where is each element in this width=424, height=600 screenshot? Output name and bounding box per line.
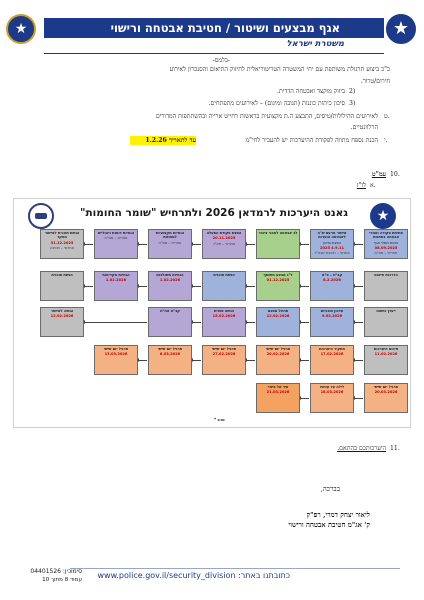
gantt-task-cell bbox=[94, 345, 138, 375]
gantt-task-date: 21.03.2026 bbox=[266, 390, 290, 395]
gantt-connector-arrow bbox=[247, 244, 255, 245]
gantt-task-date: 12.02.2026 bbox=[266, 314, 290, 319]
gantt-task-date: 12.02.2026 bbox=[50, 314, 74, 319]
signature-name: ליאור יצחק דמרי, רפ"ק bbox=[306, 511, 370, 519]
gantt-connector-arrow bbox=[139, 244, 147, 245]
body-line: חירום/טרור. bbox=[360, 78, 390, 85]
gantt-connector-arrow bbox=[355, 398, 363, 399]
gantt-task-owner: אחראי – חא"ר bbox=[212, 241, 236, 246]
gantt-task-title: הגשת תוכנית bbox=[51, 273, 73, 277]
gantt-task-cell bbox=[94, 229, 138, 259]
gantt-connector-arrow bbox=[139, 286, 147, 287]
footer-reference: סימוכין: 04401526 bbox=[30, 568, 82, 575]
gantt-task-title: תחקיר היערכות bbox=[319, 347, 345, 351]
gantt-poster bbox=[13, 198, 411, 428]
police-emblem-logo: ★ bbox=[6, 14, 36, 44]
gantt-task-date: 08.09.2025 bbox=[374, 245, 398, 250]
gantt-task-cell bbox=[256, 307, 300, 337]
gantt-task-cell bbox=[256, 271, 300, 301]
poster-note: * סווג bbox=[214, 417, 225, 422]
gantt-task-title: לילה עד עכשיו bbox=[319, 385, 345, 389]
gantt-task-title: הנחיות מקצועיות למחוזות bbox=[155, 231, 185, 240]
list-number: ט. bbox=[384, 113, 390, 120]
poster-emblem-icon bbox=[28, 203, 54, 229]
gantt-task-title: לב אבטחה למבני ציבור bbox=[258, 231, 298, 235]
gantt-connector-arrow bbox=[301, 322, 309, 323]
gantt-task-cell bbox=[364, 383, 408, 413]
gantt-connector-arrow bbox=[247, 286, 255, 287]
gantt-task-cell bbox=[202, 307, 246, 337]
gantt-task-cell bbox=[364, 345, 408, 375]
gantt-task-cell bbox=[202, 345, 246, 375]
poster-police-icon bbox=[370, 203, 396, 229]
header-divider bbox=[44, 53, 384, 54]
section-number: 11. bbox=[390, 445, 400, 452]
gantt-task-title: הפצת פקודת הפעלה bbox=[206, 231, 242, 235]
gantt-connector-arrow bbox=[247, 360, 255, 361]
gantt-task-cell bbox=[310, 229, 354, 259]
list-item: לז"ז bbox=[356, 182, 366, 189]
gantt-task-date: 20.03.2026 bbox=[374, 390, 398, 395]
list-number: א. bbox=[370, 182, 376, 189]
gantt-connector-arrow bbox=[193, 286, 201, 287]
gantt-task-owner: אחראי – חטיבת אבט"ר bbox=[314, 251, 350, 256]
gantt-task-date: 15.02.2026 bbox=[212, 314, 236, 319]
gantt-task-title: סיכום היערכות bbox=[373, 347, 399, 351]
gantt-task-title: הגשה סופית bbox=[213, 309, 235, 313]
gantt-task-title: עיד אל פיטר bbox=[267, 385, 289, 389]
gantt-task-cell bbox=[202, 229, 246, 259]
gantt-task-cell bbox=[310, 271, 354, 301]
gantt-task-title: תרגיל יום שישי bbox=[211, 347, 237, 351]
gantt-task-title: תרגיל יום שישי bbox=[157, 347, 183, 351]
signature-greeting: בברכה, bbox=[320, 485, 340, 493]
list-item: סיכון כיתות כוננות (תגובה ומיגום) – לאירועים מתפתחים. bbox=[208, 100, 345, 107]
gantt-connector-arrow bbox=[301, 244, 309, 245]
footer-page-number: עמוד 8 מתוך 10 bbox=[42, 577, 82, 583]
gantt-connector-arrow bbox=[193, 244, 201, 245]
gantt-connector-arrow bbox=[301, 398, 309, 399]
list-number: י. bbox=[384, 137, 388, 144]
gantt-task-date: 9.02.2026 bbox=[321, 314, 343, 319]
gantt-task-cell bbox=[256, 345, 300, 375]
gantt-task-date: 13.03.2026 bbox=[104, 352, 128, 357]
signature-role: ק' אג"מ חטיבת אבטחה ורישוי bbox=[288, 521, 370, 529]
gantt-connector-arrow bbox=[193, 322, 201, 323]
gantt-task-cell bbox=[148, 345, 192, 375]
gantt-task-cell bbox=[40, 271, 84, 301]
gantt-task-cell bbox=[94, 271, 138, 301]
gantt-task-cell bbox=[364, 271, 408, 301]
gantt-task-cell bbox=[310, 383, 354, 413]
gantt-task-cell bbox=[148, 307, 192, 337]
gantt-task-cell bbox=[202, 271, 246, 301]
gantt-connector-arrow bbox=[85, 244, 93, 245]
gantt-task-detail: הפצת עדכון bbox=[322, 240, 342, 245]
gantt-task-date: 18.03.2026 bbox=[320, 390, 344, 395]
gantt-task-detail: הזאת ממלי אגף bbox=[373, 240, 399, 245]
list-item: הכנת נספח מתווה לפקודת ההיערכות יש להעביר לחי"מ bbox=[245, 137, 378, 144]
page-subtitle: משטרת ישראל bbox=[286, 39, 344, 49]
gantt-task-cell bbox=[364, 307, 408, 337]
section-number: 10. bbox=[390, 171, 400, 178]
gantt-task-date: 27.02.2026 bbox=[212, 352, 236, 357]
list-item: ביזוק מוקצד ואבטחה הדדית. bbox=[276, 88, 345, 95]
security-division-logo: ★ bbox=[386, 14, 416, 44]
gantt-task-owner: אחראי – מא"ח bbox=[374, 251, 398, 256]
gantt-task-title: הדרכות תיאום bbox=[374, 273, 398, 277]
gantt-connector-arrow bbox=[355, 360, 363, 361]
gantt-task-date: 8.2.2026 bbox=[323, 278, 341, 283]
gantt-task-date: 31.12.2025 bbox=[50, 240, 74, 245]
gantt-task-title: עדכון תוכניות bbox=[320, 309, 344, 313]
gantt-task-title: ייעוץ בשטח bbox=[376, 309, 396, 313]
gantt-connector-arrow bbox=[301, 360, 309, 361]
gantt-task-owner: אחראי – מא"ח bbox=[104, 236, 128, 241]
gantt-task-title: תרגיל יום שישי bbox=[373, 385, 399, 389]
gantt-connector-arrow bbox=[301, 286, 309, 287]
gantt-task-date: 20.11.2025 bbox=[212, 236, 236, 241]
list-item: הרלוונטיים. bbox=[350, 124, 378, 131]
gantt-task-title: פתיחת פקודה ואמרי אבטחה בתחנות bbox=[369, 231, 403, 240]
gantt-task-cell bbox=[310, 307, 354, 337]
gantt-task-title: קב"ט – פ"א bbox=[321, 273, 343, 277]
gantt-task-title: הגשה לאישור bbox=[50, 309, 74, 313]
gantt-task-date: 1.02.2026 bbox=[159, 278, 181, 283]
footer-divider bbox=[70, 568, 400, 569]
gantt-task-title: ל"ג מבצע משותף bbox=[263, 273, 293, 277]
footer-website: כתובתנו באתר: www.police.gov.il/security_division bbox=[97, 571, 290, 580]
gantt-task-title: הגשת תוכנית bbox=[213, 273, 235, 277]
gantt-task-cell bbox=[256, 229, 300, 259]
gantt-task-cell bbox=[310, 345, 354, 375]
gantt-task-title: קב"ט אח"ח bbox=[160, 309, 180, 313]
gantt-task-title: הנחיות מקדימות bbox=[102, 273, 130, 277]
section-title: עמ"ט bbox=[371, 171, 386, 178]
gantt-task-cell bbox=[364, 229, 408, 259]
gantt-task-date: 1.02.2026 bbox=[105, 278, 127, 283]
list-item: לאירועים ההילולות/טיסים, התבצע ה.ת מקצועית בראשות רחייט ארייה ובהשתתפות המדורים bbox=[155, 113, 378, 120]
list-number: 3) bbox=[349, 100, 356, 107]
gantt-task-date: 01.12.2025 bbox=[266, 278, 290, 283]
page-title: אגף מבצעים ושיטור / חטיבת אבטחה ורישוי bbox=[110, 21, 340, 35]
gantt-task-owner: אחראי – חטיבה bbox=[50, 245, 74, 250]
poster-title: גאנט היערכות לרמדאן 2026 ולתרחיש "שומר החומות" bbox=[80, 207, 348, 219]
gantt-task-date: 20.02.2026 bbox=[266, 352, 290, 357]
gantt-task-cell bbox=[256, 383, 300, 413]
gantt-task-title: תרגיל יום שישי bbox=[103, 347, 129, 351]
section-text: היערכותכם בהתאם. bbox=[337, 445, 386, 452]
gantt-connector-arrow bbox=[85, 286, 93, 287]
gantt-task-title: הנחיות דוחות ניהוליים bbox=[97, 231, 135, 235]
gantt-task-date: 4.9.11 2025 bbox=[319, 245, 344, 250]
gantt-connector-arrow bbox=[85, 322, 147, 323]
gantt-connector-arrow bbox=[139, 360, 147, 361]
gantt-task-date: 17.02.2026 bbox=[320, 352, 344, 357]
gantt-task-date: 6.03.2026 bbox=[159, 352, 181, 357]
gantt-connector-arrow bbox=[247, 322, 255, 323]
gantt-task-title: תרגול מסכם bbox=[267, 309, 289, 313]
gantt-connector-arrow bbox=[193, 360, 201, 361]
gantt-task-title: הגשת תוכנית לאישור מפקד bbox=[44, 231, 80, 240]
gantt-connector-arrow bbox=[355, 244, 363, 245]
gantt-task-title: תרגיל יום שישי bbox=[265, 347, 291, 351]
gantt-task-title: הנחיות משולבות bbox=[156, 273, 184, 277]
gantt-task-title: אישור מרעם ש"ה לאבטחה והערות bbox=[317, 231, 347, 240]
classification-label: -בלמס- bbox=[212, 57, 230, 64]
gantt-task-cell bbox=[148, 271, 192, 301]
gantt-task-cell bbox=[148, 229, 192, 259]
body-line: כ"כ ביצוע תרגולת משותפת עם יחי המשטרה הטריטוריאלית לחיזוק התיאום והסנכרון לאירוע bbox=[169, 66, 390, 73]
gantt-task-owner: אחראי – מא"ח bbox=[158, 240, 182, 245]
gantt-task-cell bbox=[40, 307, 84, 337]
list-number: 2) bbox=[349, 88, 356, 95]
gantt-connector-arrow bbox=[355, 286, 363, 287]
gantt-task-date: 11.02.2026 bbox=[374, 352, 398, 357]
gantt-task-cell bbox=[40, 229, 84, 259]
deadline-highlight: עד לתאריך 1.2.26 bbox=[130, 136, 196, 145]
gantt-connector-arrow bbox=[355, 322, 363, 323]
